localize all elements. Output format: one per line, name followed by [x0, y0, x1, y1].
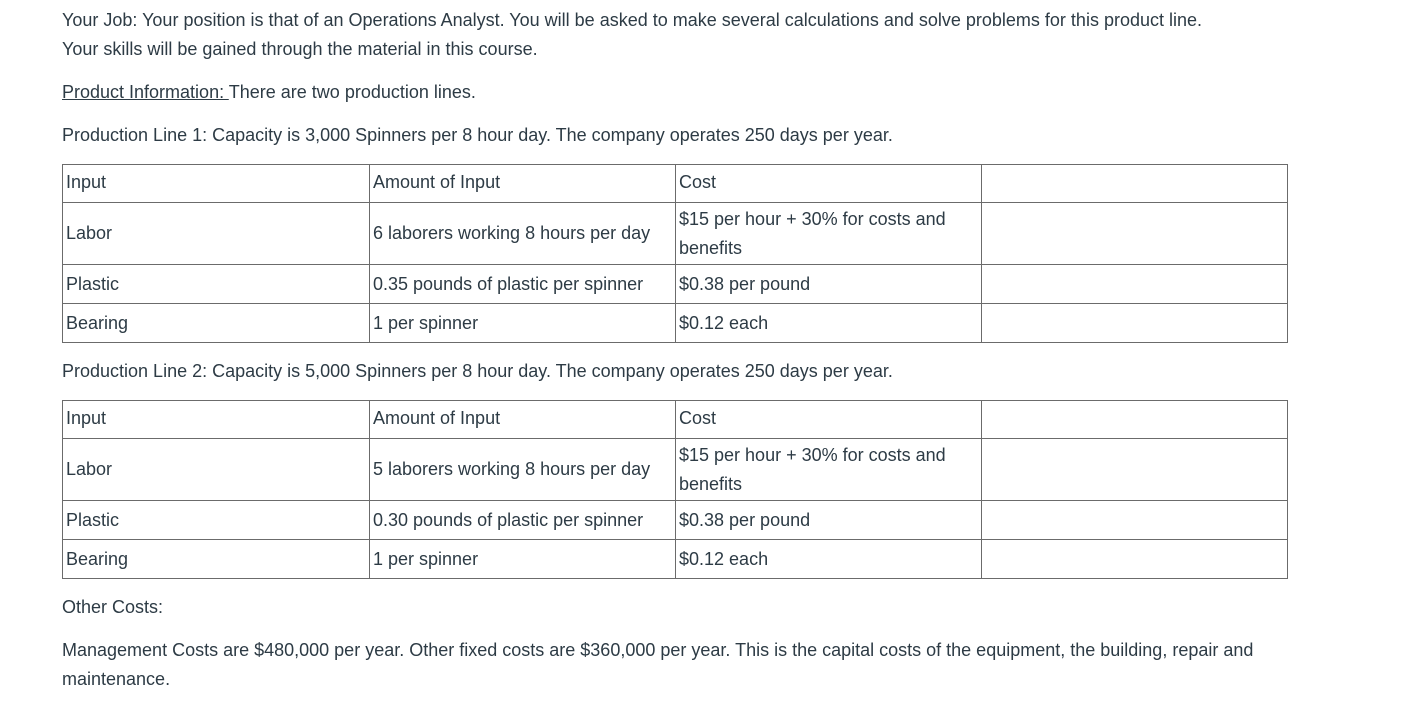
- line2-bearing-amount: 1 per spinner: [370, 540, 676, 579]
- product-info-paragraph: [62, 78, 1302, 107]
- line1-bearing-amount: 1 per spinner: [370, 304, 676, 343]
- line2-labor-cost: $15 per hour + 30% for costs and benefits: [676, 439, 982, 501]
- other-costs-label: Other Costs:: [62, 597, 164, 617]
- line1-bearing-input: Bearing: [63, 304, 370, 343]
- line2-header-empty: [982, 401, 1288, 439]
- line1-bearing-extra: [982, 304, 1288, 343]
- line1-plastic-amount: 0.35 pounds of plastic per spinner: [370, 265, 676, 304]
- line1-labor-cost: $15 per hour + 30% for costs and benefits: [676, 203, 982, 265]
- intro-line-1: Your Job: Your position is that of an Operations Analyst. You will be asked to make several calculations and solve problems for this product line.: [62, 10, 1203, 30]
- table-row: [63, 304, 1288, 343]
- line2-plastic-extra: [982, 501, 1288, 540]
- intro-paragraph: [62, 6, 1302, 64]
- line2-labor-input: Labor: [63, 439, 370, 501]
- line2-plastic-amount: 0.30 pounds of plastic per spinner: [370, 501, 676, 540]
- line2-table: [62, 400, 1288, 579]
- line2-header-input: Input: [63, 401, 370, 439]
- line1-header-input: Input: [63, 165, 370, 203]
- line1-header-cost: Cost: [676, 165, 982, 203]
- line1-labor-amount: 6 laborers working 8 hours per day: [370, 203, 676, 265]
- line2-bearing-input: Bearing: [63, 540, 370, 579]
- line1-header-row: [63, 165, 1288, 203]
- line1-plastic-input: Plastic: [63, 265, 370, 304]
- line2-plastic-cost: $0.38 per pound: [676, 501, 982, 540]
- line1-heading: Production Line 1: Capacity is 3,000 Spinners per 8 hour day. The company operates 250 days per year.: [62, 125, 893, 145]
- table-row: [63, 540, 1288, 579]
- intro-line-2: Your skills will be gained through the material in this course.: [62, 39, 538, 59]
- line2-plastic-input: Plastic: [63, 501, 370, 540]
- product-info-label: Product Information:: [62, 82, 229, 102]
- table-row: [63, 265, 1288, 304]
- document-body: [62, 6, 1302, 694]
- line2-bearing-extra: [982, 540, 1288, 579]
- line2-header-row: [63, 401, 1288, 439]
- table-row: [63, 439, 1288, 501]
- line1-header-empty: [982, 165, 1288, 203]
- line2-header-cost: Cost: [676, 401, 982, 439]
- line2-labor-extra: [982, 439, 1288, 501]
- line1-labor-extra: [982, 203, 1288, 265]
- line1-labor-input: Labor: [63, 203, 370, 265]
- line2-labor-amount: 5 laborers working 8 hours per day: [370, 439, 676, 501]
- line2-bearing-cost: $0.12 each: [676, 540, 982, 579]
- line2-heading: Production Line 2: Capacity is 5,000 Spinners per 8 hour day. The company operates 250 days per year.: [62, 361, 893, 381]
- line1-table: [62, 164, 1288, 343]
- table-row: [63, 501, 1288, 540]
- line1-plastic-cost: $0.38 per pound: [676, 265, 982, 304]
- table-row: [63, 203, 1288, 265]
- product-info-text: There are two production lines.: [228, 82, 476, 102]
- line1-bearing-cost: $0.12 each: [676, 304, 982, 343]
- other-costs-text: Management Costs are $480,000 per year. Other fixed costs are $360,000 per year. This is the capital costs of the equipment, the building, repair and maintenance.: [62, 640, 1254, 689]
- line2-header-amount: Amount of Input: [370, 401, 676, 439]
- line1-header-amount: Amount of Input: [370, 165, 676, 203]
- line1-plastic-extra: [982, 265, 1288, 304]
